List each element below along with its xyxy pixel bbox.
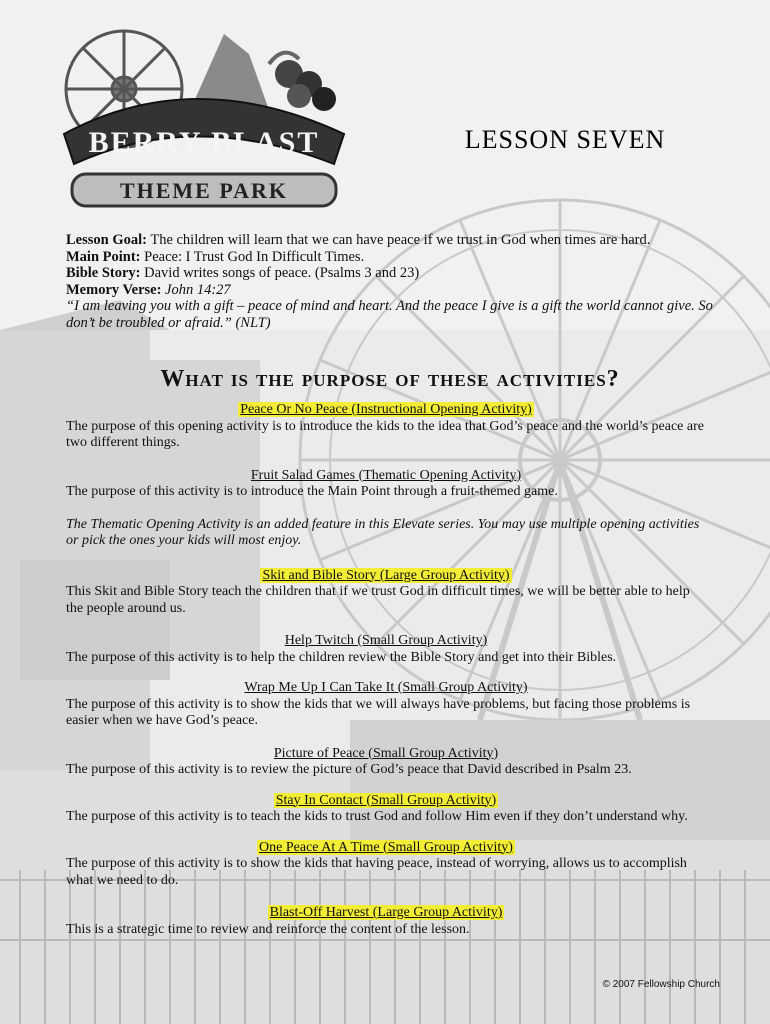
activity-description: The purpose of this activity is to introduce the Main Point through a fruit-themed game.: [66, 484, 558, 499]
logo-subtitle: THEME PARK: [119, 178, 289, 203]
activity-item: [66, 633, 706, 666]
activity-title: Peace Or No Peace (Instructional Opening Activity): [240, 402, 532, 417]
memory-verse-ref: John 14:27: [161, 281, 231, 298]
bible-story-label: Bible Story:: [66, 265, 141, 281]
activity-title: Picture of Peace (Small Group Activity): [273, 745, 499, 761]
activity-title: Blast-Off Harvest (Large Group Activity): [269, 905, 503, 920]
bible-story: [66, 265, 716, 282]
activity-item: [66, 468, 706, 501]
activity-title: Stay In Contact (Small Group Activity): [275, 792, 497, 808]
activity-title: Help Twitch (Small Group Activity): [284, 633, 488, 648]
activity-description: The purpose of this activity is to show the kids that having peace, instead of worrying, allows us to accomplish what we need to do.: [66, 856, 687, 888]
activity-title: Skit and Bible Story (Large Group Activity): [262, 567, 510, 583]
thematic-note: The Thematic Opening Activity is an added feature in this Elevate series. You may use multiple opening activities or pick the ones your kids will most enjoy.: [66, 516, 700, 548]
activity-item: [66, 746, 706, 779]
activity-item: [66, 793, 706, 826]
memory-verse: [66, 282, 716, 299]
lesson-title: LESSON SEVEN: [464, 125, 666, 154]
memory-verse-label: Memory Verse:: [66, 281, 162, 298]
activity-item: [66, 905, 706, 938]
activity-description: The purpose of this activity is to review the picture of God’s peace that David described in Psalm 23.: [66, 762, 632, 777]
lesson-goal-label: Lesson Goal:: [66, 232, 147, 248]
bible-story-text: David writes songs of peace. (Psalms 3 and 23): [140, 265, 420, 281]
lesson-goal: [66, 232, 716, 249]
copyright-footer: © 2007 Fellowship Church: [602, 979, 720, 990]
main-point: [66, 249, 716, 266]
activity-description: This Skit and Bible Story teach the children that if we trust God in difficult times, we will be better able to help the people around us.: [66, 584, 690, 616]
berry-cluster-icon: [269, 53, 336, 111]
berry-blast-logo: [44, 14, 364, 214]
activity-description: This is a strategic time to review and reinforce the content of the lesson.: [66, 921, 470, 937]
lesson-intro: [66, 232, 716, 331]
activity-description: The purpose of this activity is to show the kids that we will always have problems, but facing those problems is easier when we have God’s peace.: [66, 696, 691, 728]
activity-item: [66, 840, 706, 890]
activities-list: [66, 402, 706, 938]
purpose-heading: What is the purpose of these activities?: [160, 366, 620, 392]
memory-verse-quote: “I am leaving you with a gift – peace of mind and heart. And the peace I give is a gift the world cannot give. So don’t be troubled or afraid.” (NLT): [66, 298, 713, 331]
activity-item: [66, 680, 706, 730]
main-point-label: Main Point:: [66, 248, 141, 265]
activity-item: [66, 402, 706, 452]
activity-title: Fruit Salad Games (Thematic Opening Activity): [250, 467, 522, 483]
activity-item: [66, 568, 706, 618]
logo-title: BERRY BLAST: [88, 126, 320, 159]
activity-description: The purpose of this activity is to teach the kids to trust God and follow Him even if they don’t understand why.: [66, 809, 688, 824]
activity-description: The purpose of this opening activity is to introduce the kids to the idea that God’s peace and the world’s peace are two different things.: [66, 418, 704, 450]
activity-title: Wrap Me Up I Can Take It (Small Group Activity): [244, 680, 528, 695]
activity-description: The purpose of this activity is to help the children review the Bible Story and get into their Bibles.: [66, 649, 617, 665]
activity-title: One Peace At A Time (Small Group Activity): [259, 839, 513, 855]
lesson-goal-text: The children will learn that we can have peace if we trust in God when times are hard.: [146, 232, 651, 248]
main-point-text: Peace: I Trust God In Difficult Times.: [140, 248, 365, 265]
